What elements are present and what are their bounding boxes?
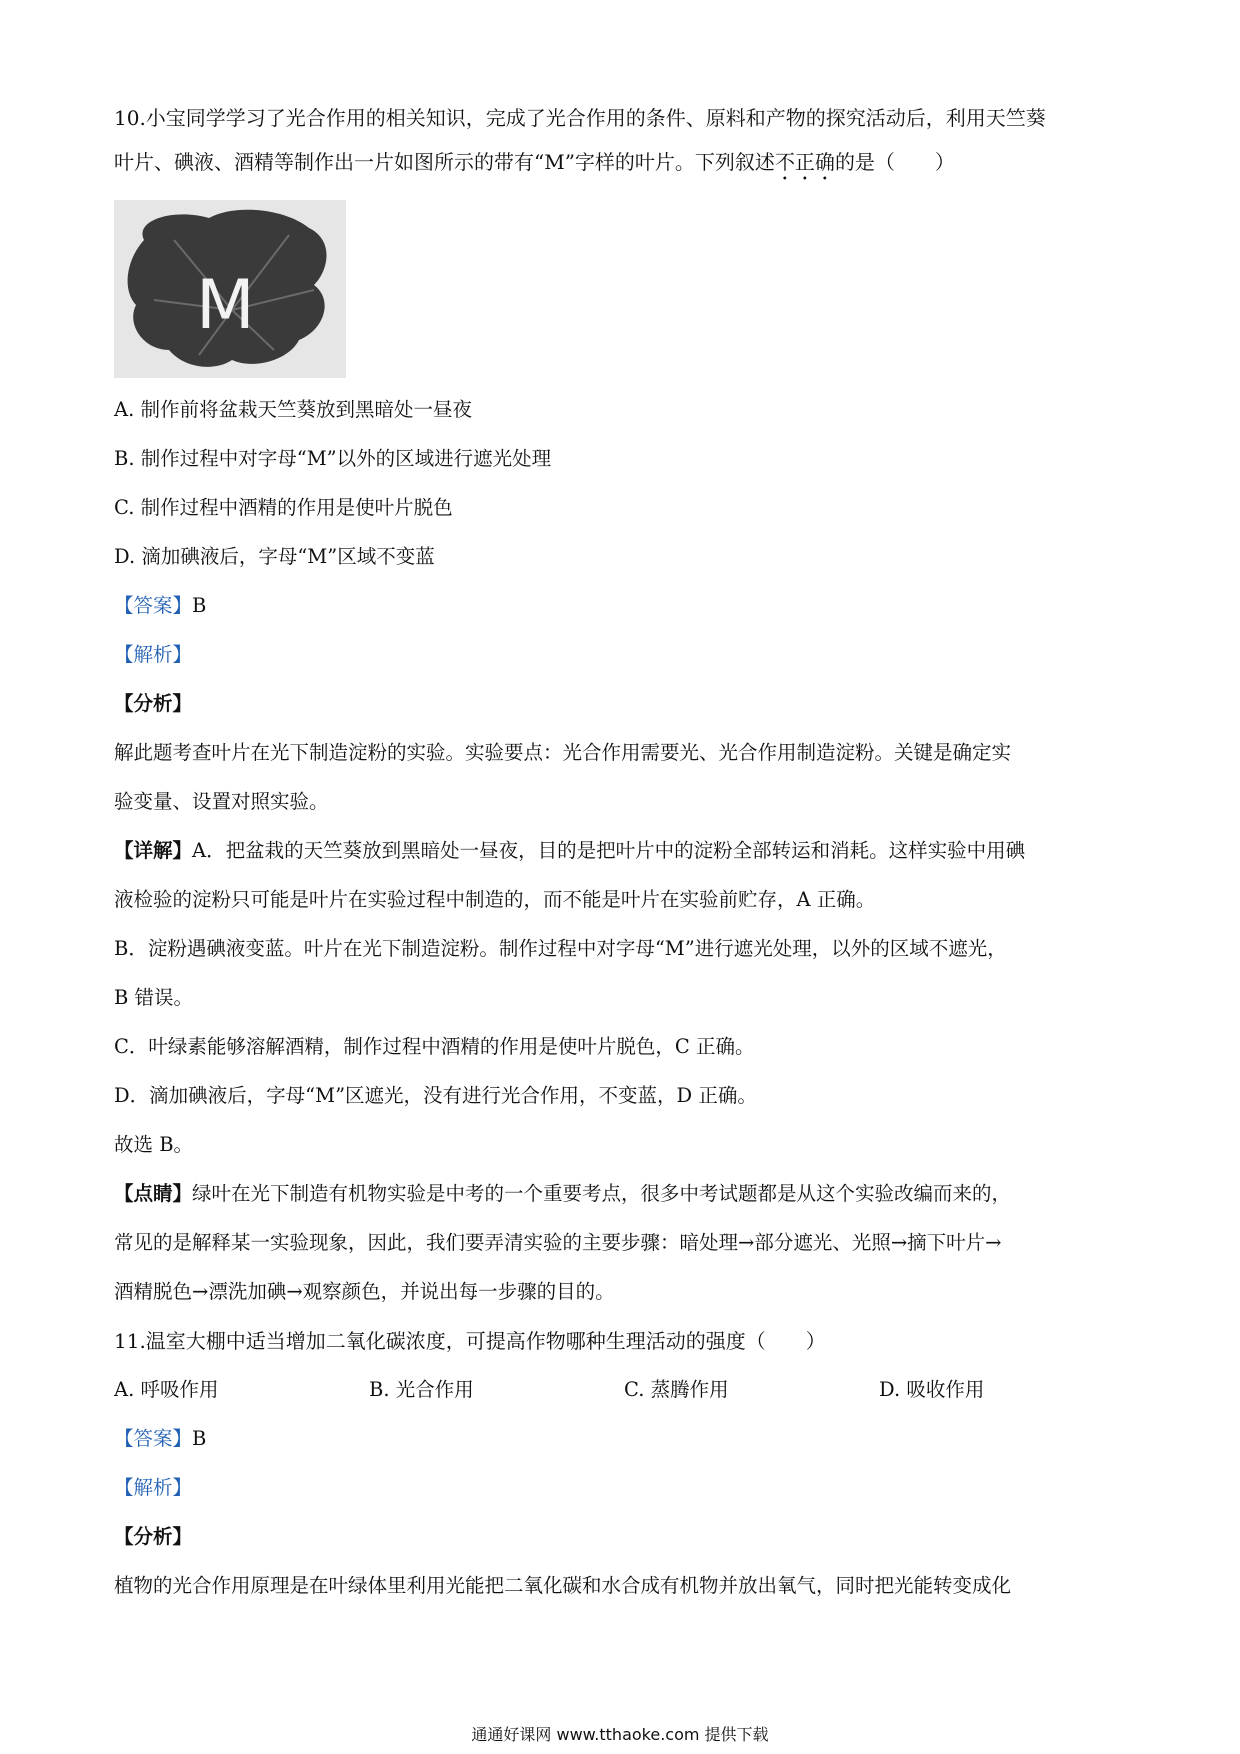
q10-fenxi-tag: 【分析】 (114, 692, 193, 715)
q10-choose: 故选 B。 (114, 1133, 194, 1156)
q10-fenxi-line2: 验变量、设置对照实验。 (114, 790, 329, 813)
q10-option-c: C. 制作过程中酒精的作用是使叶片脱色 (114, 496, 453, 519)
answer-tag: 【答案】 (114, 594, 193, 617)
q10-stem-line2 (114, 148, 1134, 185)
dianjing-text: 绿叶在光下制造有机物实验是中考的一个重要考点，很多中考试题都是从这个实验改编而来的， (192, 1182, 1012, 1205)
answer-value: B (192, 594, 207, 617)
dianjing-tag: 【点睛】 (114, 1182, 193, 1205)
q11-option-b: B. 光合作用 (369, 1378, 474, 1401)
answer-value: B (192, 1427, 207, 1450)
q11-options (114, 1376, 1134, 1404)
q10-stem-line1: 10.小宝同学学习了光合作用的相关知识，完成了光合作用的条件、原料和产物的探究活动后，利用天竺葵 (114, 106, 1046, 130)
q10-detail-line6: D．滴加碘液后，字母“M”区遮光，没有进行光合作用，不变蓝，D 正确。 (114, 1084, 757, 1107)
q10-detail-line1 (114, 837, 1134, 865)
q10-stem-tail: 的是（ ） (834, 150, 955, 174)
q11-stem: 11.温室大棚中适当增加二氧化碳浓度，可提高作物哪种生理活动的强度（ ） (114, 1329, 826, 1353)
q10-option-d: D. 滴加碘液后，字母“M”区域不变蓝 (114, 545, 435, 568)
q10-detail-line2: 液检验的淀粉只可能是叶片在实验过程中制造的，而不能是叶片在实验前贮存，A 正确。 (114, 888, 876, 911)
q10-dianjing-line2: 常见的是解释某一实验现象，因此，我们要弄清实验的主要步骤：暗处理→部分遮光、光照→摘下叶片→ (114, 1231, 1002, 1254)
q11-fenxi-tag: 【分析】 (114, 1525, 193, 1548)
answer-tag: 【答案】 (114, 1427, 193, 1450)
detail-tag: 【详解】 (114, 839, 193, 862)
q10-fenxi-line1: 解此题考查叶片在光下制造淀粉的实验。实验要点：光合作用需要光、光合作用制造淀粉。关键是确定实 (114, 741, 1012, 764)
q10-dianjing-line3: 酒精脱色→漂洗加碘→观察颜色，并说出每一步骤的目的。 (114, 1280, 615, 1303)
q10-detail-line5: C．叶绿素能够溶解酒精，制作过程中酒精的作用是使叶片脱色，C 正确。 (114, 1035, 755, 1058)
leaf-with-m-image (114, 200, 346, 378)
detail-text: A．把盆栽的天竺葵放到黑暗处一昼夜，目的是把叶片中的淀粉全部转运和消耗。这样实验中用碘 (192, 839, 1026, 862)
q11-option-a: A. 呼吸作用 (114, 1378, 219, 1401)
q11-answer (114, 1425, 1134, 1453)
q10-option-a: A. 制作前将盆栽天竺葵放到黑暗处一昼夜 (114, 398, 472, 421)
page-footer: 通通好课网 www.tthaoke.com 提供下载 (471, 1725, 769, 1744)
q10-answer (114, 592, 1134, 620)
q10-detail-line4: B 错误。 (114, 986, 194, 1009)
q10-dianjing-line1 (114, 1180, 1134, 1208)
q10-stem-text: 叶片、碘液、酒精等制作出一片如图所示的带有“M”字样的叶片。下列叙述 (114, 150, 775, 174)
q11-fenxi-line1: 植物的光合作用原理是在叶绿体里利用光能把二氧化碳和水合成有机物并放出氧气，同时把光能转变成化 (114, 1574, 1012, 1597)
q11-option-c: C. 蒸腾作用 (624, 1378, 729, 1401)
q10-detail-line3: B．淀粉遇碘液变蓝。叶片在光下制造淀粉。制作过程中对字母“M”进行遮光处理，以外的区域不遮光， (114, 937, 1007, 960)
q11-analysis-tag: 【解析】 (114, 1476, 193, 1499)
q10-option-b: B. 制作过程中对字母“M”以外的区域进行遮光处理 (114, 447, 552, 470)
q10-analysis-tag: 【解析】 (114, 643, 193, 666)
q10-emphasis-text: 不正确 (774, 150, 835, 174)
leaf-letter: M (196, 266, 255, 345)
leaf-figure (114, 200, 346, 378)
q11-option-d: D. 吸收作用 (879, 1378, 985, 1401)
